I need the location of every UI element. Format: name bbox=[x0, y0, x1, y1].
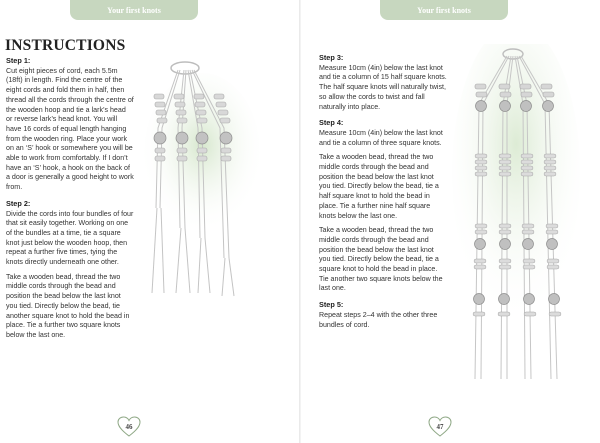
right-page-number-text: 47 bbox=[436, 423, 444, 431]
right-page bbox=[301, 0, 600, 443]
step-5 bbox=[319, 300, 447, 330]
macrame-illustration-full bbox=[451, 44, 586, 384]
left-page-number-text: 46 bbox=[125, 423, 133, 431]
macrame-illustration-top bbox=[140, 58, 260, 298]
step-3-label: Step 3: bbox=[319, 53, 344, 62]
step-3-paragraph: Measure 10cm (4in) below the last knot and tie a column of 15 half square knots. The half square knots will naturally twist, so allow the cords to twist and fall naturally into place. bbox=[319, 63, 447, 111]
step-2-paragraph-2: Take a wooden bead, thread the two middle cords through the bead and position the bead below the last knot you tied. Directly below the bead, tie another square knot to hold the bead in place. Tie a further two square knots below the last one. bbox=[6, 272, 130, 339]
step-3 bbox=[319, 53, 447, 112]
page-title: INSTRUCTIONS bbox=[5, 37, 126, 54]
step-1 bbox=[6, 56, 134, 193]
step-4-label: Step 4: bbox=[319, 118, 344, 128]
step-2 bbox=[6, 199, 134, 341]
right-page-number bbox=[428, 416, 452, 438]
left-page-number bbox=[117, 416, 141, 438]
left-header-tab bbox=[70, 0, 198, 20]
left-header-text: Your first knots bbox=[107, 5, 161, 15]
step-1-label: Step 1: bbox=[6, 56, 31, 65]
step-2-paragraph-1: Divide the cords into four bundles of four that sit easily together. Working on one of the bundles at a time, tie a square knot just below the wooden hoop, then repeat a further five times, tying the knots directly underneath one other. bbox=[6, 209, 134, 267]
step-4 bbox=[319, 118, 447, 294]
step-5-label: Step 5: bbox=[319, 300, 344, 310]
right-text-column bbox=[319, 53, 447, 336]
step-2-label: Step 2: bbox=[6, 198, 31, 208]
left-text-column bbox=[6, 56, 134, 347]
step-5-paragraph: Repeat steps 2–4 with the other three bundles of cord. bbox=[319, 310, 438, 329]
right-header-text: Your first knots bbox=[417, 5, 471, 15]
step-4-paragraph-3: Take a wooden bead, thread the two middle cords through the bead and position the bead below the last knot you tied. Directly below the bead, tie a square knot to hold the bead in place. Tie another two square knots below the last one. bbox=[319, 226, 443, 293]
step-1-paragraph: Cut eight pieces of cord, each 5.5m (18ft) in length. Find the centre of the eight cords and fold them in half, then thread all the cords through the centre of the wooden hoop and tie a lark’s head or reverse lark’s head knot. You will have 16 cords of equal length hanging from the wooden ring. Place your work on an ‘S’ hook or somewhere you will be able to work from comfortably. If I don’t have an ‘S’ hook, a hook on the back of a door is generally a good height to work from. bbox=[6, 66, 134, 192]
right-header-tab bbox=[380, 0, 508, 20]
step-4-paragraph-1: Measure 10cm (4in) below the last knot and tie a column of three square knots. bbox=[319, 128, 443, 147]
step-4-paragraph-2: Take a wooden bead, thread the two middle cords through the bead and position the bead below the last knot you tied. Directly below the bead, tie a half square knot to hold the bead in place. Tie a further nine half square knots below the last one. bbox=[319, 153, 439, 220]
left-page bbox=[0, 0, 299, 443]
